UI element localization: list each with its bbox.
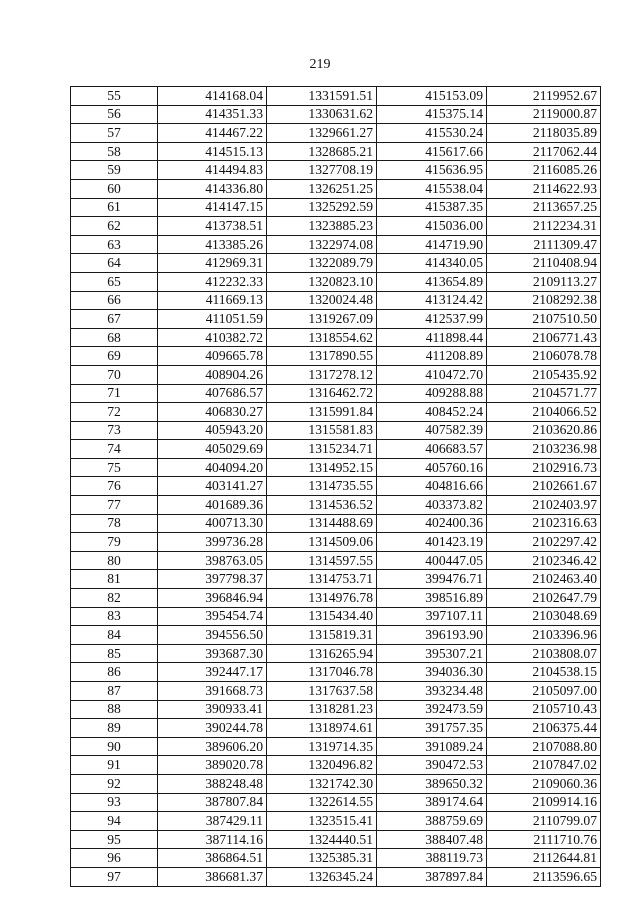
- table-row: [71, 254, 601, 273]
- table-row: [71, 663, 601, 682]
- coordinate-cell: 405029.69: [158, 440, 267, 459]
- coordinate-cell: 399736.28: [158, 533, 267, 552]
- coordinate-cell: 413124.42: [377, 291, 487, 310]
- table-row: [71, 179, 601, 198]
- coordinate-cell: 414351.33: [158, 105, 267, 124]
- coordinate-cell: 387807.84: [158, 793, 267, 812]
- coordinate-cell: 2110799.07: [487, 812, 601, 831]
- coordinate-cell: 410382.72: [158, 328, 267, 347]
- table-row: [71, 458, 601, 477]
- table-row: [71, 124, 601, 143]
- point-number-cell: 78: [71, 514, 158, 533]
- coordinate-cell: 2107510.50: [487, 310, 601, 329]
- point-number-cell: 55: [71, 87, 158, 106]
- coordinate-cell: 2111710.76: [487, 830, 601, 849]
- coordinate-cell: 2105710.43: [487, 700, 601, 719]
- coordinate-cell: 415636.95: [377, 161, 487, 180]
- coordinate-cell: 415387.35: [377, 198, 487, 217]
- table-row: [71, 793, 601, 812]
- coordinate-cell: 2107088.80: [487, 737, 601, 756]
- coordinate-cell: 1330631.62: [267, 105, 377, 124]
- coordinate-cell: 1326251.25: [267, 179, 377, 198]
- coordinate-cell: 401689.36: [158, 496, 267, 515]
- table-row: [71, 477, 601, 496]
- coordinate-cell: 411051.59: [158, 310, 267, 329]
- coordinate-cell: 1317278.12: [267, 365, 377, 384]
- coordinate-cell: 1318554.62: [267, 328, 377, 347]
- coordinate-cell: 1316462.72: [267, 384, 377, 403]
- coordinate-cell: 2106771.43: [487, 328, 601, 347]
- table-row: [71, 198, 601, 217]
- coordinate-cell: 2102661.67: [487, 477, 601, 496]
- coordinate-cell: 2105097.00: [487, 682, 601, 701]
- coordinate-cell: 2119000.87: [487, 105, 601, 124]
- coordinate-cell: 391757.35: [377, 719, 487, 738]
- coordinate-cell: 2118035.89: [487, 124, 601, 143]
- coordinate-cell: 2112234.31: [487, 217, 601, 236]
- coordinate-cell: 414467.22: [158, 124, 267, 143]
- table-row: [71, 365, 601, 384]
- coordinate-cell: 1323515.41: [267, 812, 377, 831]
- table-row: [71, 440, 601, 459]
- table-row: [71, 105, 601, 124]
- coordinate-cell: 1324440.51: [267, 830, 377, 849]
- coordinate-cell: 405943.20: [158, 421, 267, 440]
- coordinate-cell: 403141.27: [158, 477, 267, 496]
- coordinate-cell: 387429.11: [158, 812, 267, 831]
- point-number-cell: 82: [71, 589, 158, 608]
- coordinate-cell: 388248.48: [158, 774, 267, 793]
- coordinate-cell: 389650.32: [377, 774, 487, 793]
- point-number-cell: 87: [71, 682, 158, 701]
- point-number-cell: 66: [71, 291, 158, 310]
- coordinate-cell: 2116085.26: [487, 161, 601, 180]
- coordinate-cell: 1327708.19: [267, 161, 377, 180]
- coordinate-cell: 1318281.23: [267, 700, 377, 719]
- coordinate-cell: 413385.26: [158, 235, 267, 254]
- coordinate-cell: 1316265.94: [267, 644, 377, 663]
- coordinate-cell: 390933.41: [158, 700, 267, 719]
- coordinate-cell: 412232.33: [158, 272, 267, 291]
- coordinate-cell: 390472.53: [377, 756, 487, 775]
- coordinate-cell: 386864.51: [158, 849, 267, 868]
- point-number-cell: 81: [71, 570, 158, 589]
- coordinate-cell: 397798.37: [158, 570, 267, 589]
- coordinate-cell: 1321742.30: [267, 774, 377, 793]
- point-number-cell: 79: [71, 533, 158, 552]
- coordinate-cell: 408904.26: [158, 365, 267, 384]
- coordinate-cell: 1325292.59: [267, 198, 377, 217]
- point-number-cell: 64: [71, 254, 158, 273]
- coordinate-cell: 389174.64: [377, 793, 487, 812]
- point-number-cell: 71: [71, 384, 158, 403]
- coordinate-cell: 403373.82: [377, 496, 487, 515]
- coordinate-cell: 1317890.55: [267, 347, 377, 366]
- coordinate-cell: 2103808.07: [487, 644, 601, 663]
- coordinate-cell: 2103236.98: [487, 440, 601, 459]
- coordinate-cell: 408452.24: [377, 403, 487, 422]
- table-row: [71, 607, 601, 626]
- coordinate-cell: 1314976.78: [267, 589, 377, 608]
- coordinate-cell: 394036.30: [377, 663, 487, 682]
- coordinate-cell: 390244.78: [158, 719, 267, 738]
- coordinate-cell: 2112644.81: [487, 849, 601, 868]
- point-number-cell: 93: [71, 793, 158, 812]
- table-row: [71, 142, 601, 161]
- point-number-cell: 97: [71, 867, 158, 886]
- coordinate-cell: 413654.89: [377, 272, 487, 291]
- coordinate-cell: 1325385.31: [267, 849, 377, 868]
- coordinate-cell: 401423.19: [377, 533, 487, 552]
- coordinate-cell: 411208.89: [377, 347, 487, 366]
- table-row: [71, 551, 601, 570]
- coordinate-cell: 2102916.73: [487, 458, 601, 477]
- table-row: [71, 291, 601, 310]
- coordinate-cell: 1315991.84: [267, 403, 377, 422]
- coordinate-cell: 415153.09: [377, 87, 487, 106]
- coordinate-cell: 1319267.09: [267, 310, 377, 329]
- table-row: [71, 347, 601, 366]
- point-number-cell: 89: [71, 719, 158, 738]
- coordinate-cell: 388407.48: [377, 830, 487, 849]
- coordinate-cell: 414336.80: [158, 179, 267, 198]
- coordinate-cell: 2109060.36: [487, 774, 601, 793]
- point-number-cell: 62: [71, 217, 158, 236]
- coordinate-cell: 2119952.67: [487, 87, 601, 106]
- coordinate-cell: 400447.05: [377, 551, 487, 570]
- coordinate-cell: 400713.30: [158, 514, 267, 533]
- coordinate-cell: 391089.24: [377, 737, 487, 756]
- coordinate-cell: 2104066.52: [487, 403, 601, 422]
- coordinate-cell: 1317637.58: [267, 682, 377, 701]
- coordinate-cell: 2110408.94: [487, 254, 601, 273]
- coordinate-cell: 414168.04: [158, 87, 267, 106]
- coordinate-cell: 386681.37: [158, 867, 267, 886]
- table-row: [71, 570, 601, 589]
- point-number-cell: 58: [71, 142, 158, 161]
- coordinate-cell: 1317046.78: [267, 663, 377, 682]
- coordinate-cell: 2113657.25: [487, 198, 601, 217]
- coordinate-cell: 2113596.65: [487, 867, 601, 886]
- point-number-cell: 57: [71, 124, 158, 143]
- coordinate-cell: 398516.89: [377, 589, 487, 608]
- coordinate-cell: 1322089.79: [267, 254, 377, 273]
- point-number-cell: 96: [71, 849, 158, 868]
- coordinate-cell: 2117062.44: [487, 142, 601, 161]
- table-row: [71, 849, 601, 868]
- coordinate-cell: 1315581.83: [267, 421, 377, 440]
- coordinate-cell: 388119.73: [377, 849, 487, 868]
- coordinate-cell: 1314597.55: [267, 551, 377, 570]
- coordinate-cell: 1328685.21: [267, 142, 377, 161]
- coordinate-cell: 409665.78: [158, 347, 267, 366]
- coordinate-cell: 394556.50: [158, 626, 267, 645]
- point-number-cell: 86: [71, 663, 158, 682]
- table-row: [71, 589, 601, 608]
- coordinate-cell: 407686.57: [158, 384, 267, 403]
- coordinate-cell: 2103396.96: [487, 626, 601, 645]
- table-row: [71, 830, 601, 849]
- coordinate-cell: 415530.24: [377, 124, 487, 143]
- coordinate-cell: 395454.74: [158, 607, 267, 626]
- point-number-cell: 65: [71, 272, 158, 291]
- table-row: [71, 812, 601, 831]
- table-row: [71, 719, 601, 738]
- coordinate-cell: 1314488.69: [267, 514, 377, 533]
- table-row: [71, 626, 601, 645]
- point-number-cell: 94: [71, 812, 158, 831]
- coordinate-cell: 2107847.02: [487, 756, 601, 775]
- coordinate-cell: 412537.99: [377, 310, 487, 329]
- coordinate-cell: 1314735.55: [267, 477, 377, 496]
- coordinate-cell: 2111309.47: [487, 235, 601, 254]
- coordinate-cell: 1314753.71: [267, 570, 377, 589]
- point-number-cell: 67: [71, 310, 158, 329]
- table-row: [71, 272, 601, 291]
- coordinate-cell: 404094.20: [158, 458, 267, 477]
- point-number-cell: 73: [71, 421, 158, 440]
- point-number-cell: 91: [71, 756, 158, 775]
- coordinate-cell: 1326345.24: [267, 867, 377, 886]
- coordinate-cell: 1323885.23: [267, 217, 377, 236]
- coordinate-cell: 2104538.15: [487, 663, 601, 682]
- point-number-cell: 90: [71, 737, 158, 756]
- coordinates-table-body: [71, 87, 601, 887]
- table-row: [71, 682, 601, 701]
- coordinate-cell: 407582.39: [377, 421, 487, 440]
- coordinate-cell: 414494.83: [158, 161, 267, 180]
- point-number-cell: 95: [71, 830, 158, 849]
- coordinate-cell: 1319714.35: [267, 737, 377, 756]
- coordinate-cell: 1314536.52: [267, 496, 377, 515]
- point-number-cell: 63: [71, 235, 158, 254]
- coordinate-cell: 2103620.86: [487, 421, 601, 440]
- table-row: [71, 700, 601, 719]
- coordinate-cell: 409288.88: [377, 384, 487, 403]
- coordinate-cell: 410472.70: [377, 365, 487, 384]
- table-row: [71, 756, 601, 775]
- coordinate-cell: 399476.71: [377, 570, 487, 589]
- point-number-cell: 80: [71, 551, 158, 570]
- table-row: [71, 235, 601, 254]
- coordinate-cell: 393234.48: [377, 682, 487, 701]
- coordinate-cell: 2102647.79: [487, 589, 601, 608]
- coordinate-cell: 415538.04: [377, 179, 487, 198]
- coordinate-cell: 391668.73: [158, 682, 267, 701]
- point-number-cell: 61: [71, 198, 158, 217]
- coordinate-cell: 415036.00: [377, 217, 487, 236]
- coordinate-cell: 2114622.93: [487, 179, 601, 198]
- table-row: [71, 403, 601, 422]
- coordinate-cell: 414340.05: [377, 254, 487, 273]
- table-row: [71, 421, 601, 440]
- coordinate-cell: 2103048.69: [487, 607, 601, 626]
- point-number-cell: 60: [71, 179, 158, 198]
- coordinate-cell: 392447.17: [158, 663, 267, 682]
- coordinate-cell: 2108292.38: [487, 291, 601, 310]
- point-number-cell: 72: [71, 403, 158, 422]
- coordinate-cell: 2102403.97: [487, 496, 601, 515]
- table-row: [71, 310, 601, 329]
- coordinate-cell: 414515.13: [158, 142, 267, 161]
- point-number-cell: 88: [71, 700, 158, 719]
- coordinate-cell: 411669.13: [158, 291, 267, 310]
- coordinate-cell: 2102297.42: [487, 533, 601, 552]
- point-number-cell: 70: [71, 365, 158, 384]
- coordinate-cell: 414719.90: [377, 235, 487, 254]
- coordinate-cell: 2102463.40: [487, 570, 601, 589]
- table-row: [71, 774, 601, 793]
- coordinate-cell: 2102346.42: [487, 551, 601, 570]
- point-number-cell: 92: [71, 774, 158, 793]
- table-row: [71, 737, 601, 756]
- coordinate-cell: 1315819.31: [267, 626, 377, 645]
- coordinate-cell: 1322614.55: [267, 793, 377, 812]
- table-row: [71, 217, 601, 236]
- point-number-cell: 85: [71, 644, 158, 663]
- coordinate-cell: 2109914.16: [487, 793, 601, 812]
- coordinate-cell: 1315234.71: [267, 440, 377, 459]
- coordinate-cell: 2105435.92: [487, 365, 601, 384]
- coordinate-cell: 1314952.15: [267, 458, 377, 477]
- point-number-cell: 69: [71, 347, 158, 366]
- coordinate-cell: 397107.11: [377, 607, 487, 626]
- coordinate-cell: 404816.66: [377, 477, 487, 496]
- coordinate-cell: 406683.57: [377, 440, 487, 459]
- point-number-cell: 59: [71, 161, 158, 180]
- coordinate-cell: 392473.59: [377, 700, 487, 719]
- coordinate-cell: 2106375.44: [487, 719, 601, 738]
- coordinate-cell: 412969.31: [158, 254, 267, 273]
- point-number-cell: 84: [71, 626, 158, 645]
- coordinate-cell: 1320496.82: [267, 756, 377, 775]
- coordinate-cell: 406830.27: [158, 403, 267, 422]
- coordinate-cell: 388759.69: [377, 812, 487, 831]
- point-number-cell: 75: [71, 458, 158, 477]
- point-number-cell: 68: [71, 328, 158, 347]
- coordinate-cell: 2106078.78: [487, 347, 601, 366]
- coordinates-table: [70, 86, 601, 887]
- table-row: [71, 161, 601, 180]
- coordinate-cell: 411898.44: [377, 328, 487, 347]
- coordinate-cell: 396846.94: [158, 589, 267, 608]
- table-row: [71, 644, 601, 663]
- coordinate-cell: 2102316.63: [487, 514, 601, 533]
- coordinate-cell: 395307.21: [377, 644, 487, 663]
- coordinate-cell: 387897.84: [377, 867, 487, 886]
- page-number: 219: [309, 57, 331, 72]
- coordinate-cell: 389606.20: [158, 737, 267, 756]
- coordinate-cell: 1318974.61: [267, 719, 377, 738]
- coordinate-cell: 415617.66: [377, 142, 487, 161]
- table-row: [71, 496, 601, 515]
- coordinate-cell: 1315434.40: [267, 607, 377, 626]
- point-number-cell: 74: [71, 440, 158, 459]
- table-row: [71, 384, 601, 403]
- coordinate-cell: 402400.36: [377, 514, 487, 533]
- point-number-cell: 76: [71, 477, 158, 496]
- coordinate-cell: 393687.30: [158, 644, 267, 663]
- point-number-cell: 83: [71, 607, 158, 626]
- coordinate-cell: 2104571.77: [487, 384, 601, 403]
- coordinate-cell: 2109113.27: [487, 272, 601, 291]
- table-row: [71, 87, 601, 106]
- table-row: [71, 867, 601, 886]
- coordinate-cell: 415375.14: [377, 105, 487, 124]
- coordinate-cell: 1314509.06: [267, 533, 377, 552]
- point-number-cell: 56: [71, 105, 158, 124]
- coordinate-cell: 413738.51: [158, 217, 267, 236]
- coordinate-cell: 398763.05: [158, 551, 267, 570]
- coordinate-cell: 396193.90: [377, 626, 487, 645]
- coordinate-cell: 387114.16: [158, 830, 267, 849]
- table-row: [71, 328, 601, 347]
- coordinate-cell: 1329661.27: [267, 124, 377, 143]
- coordinate-cell: 1320823.10: [267, 272, 377, 291]
- table-row: [71, 514, 601, 533]
- coordinate-cell: 1331591.51: [267, 87, 377, 106]
- coordinate-cell: 405760.16: [377, 458, 487, 477]
- table-row: [71, 533, 601, 552]
- coordinate-cell: 1322974.08: [267, 235, 377, 254]
- coordinate-cell: 414147.15: [158, 198, 267, 217]
- coordinate-cell: 389020.78: [158, 756, 267, 775]
- coordinate-cell: 1320024.48: [267, 291, 377, 310]
- point-number-cell: 77: [71, 496, 158, 515]
